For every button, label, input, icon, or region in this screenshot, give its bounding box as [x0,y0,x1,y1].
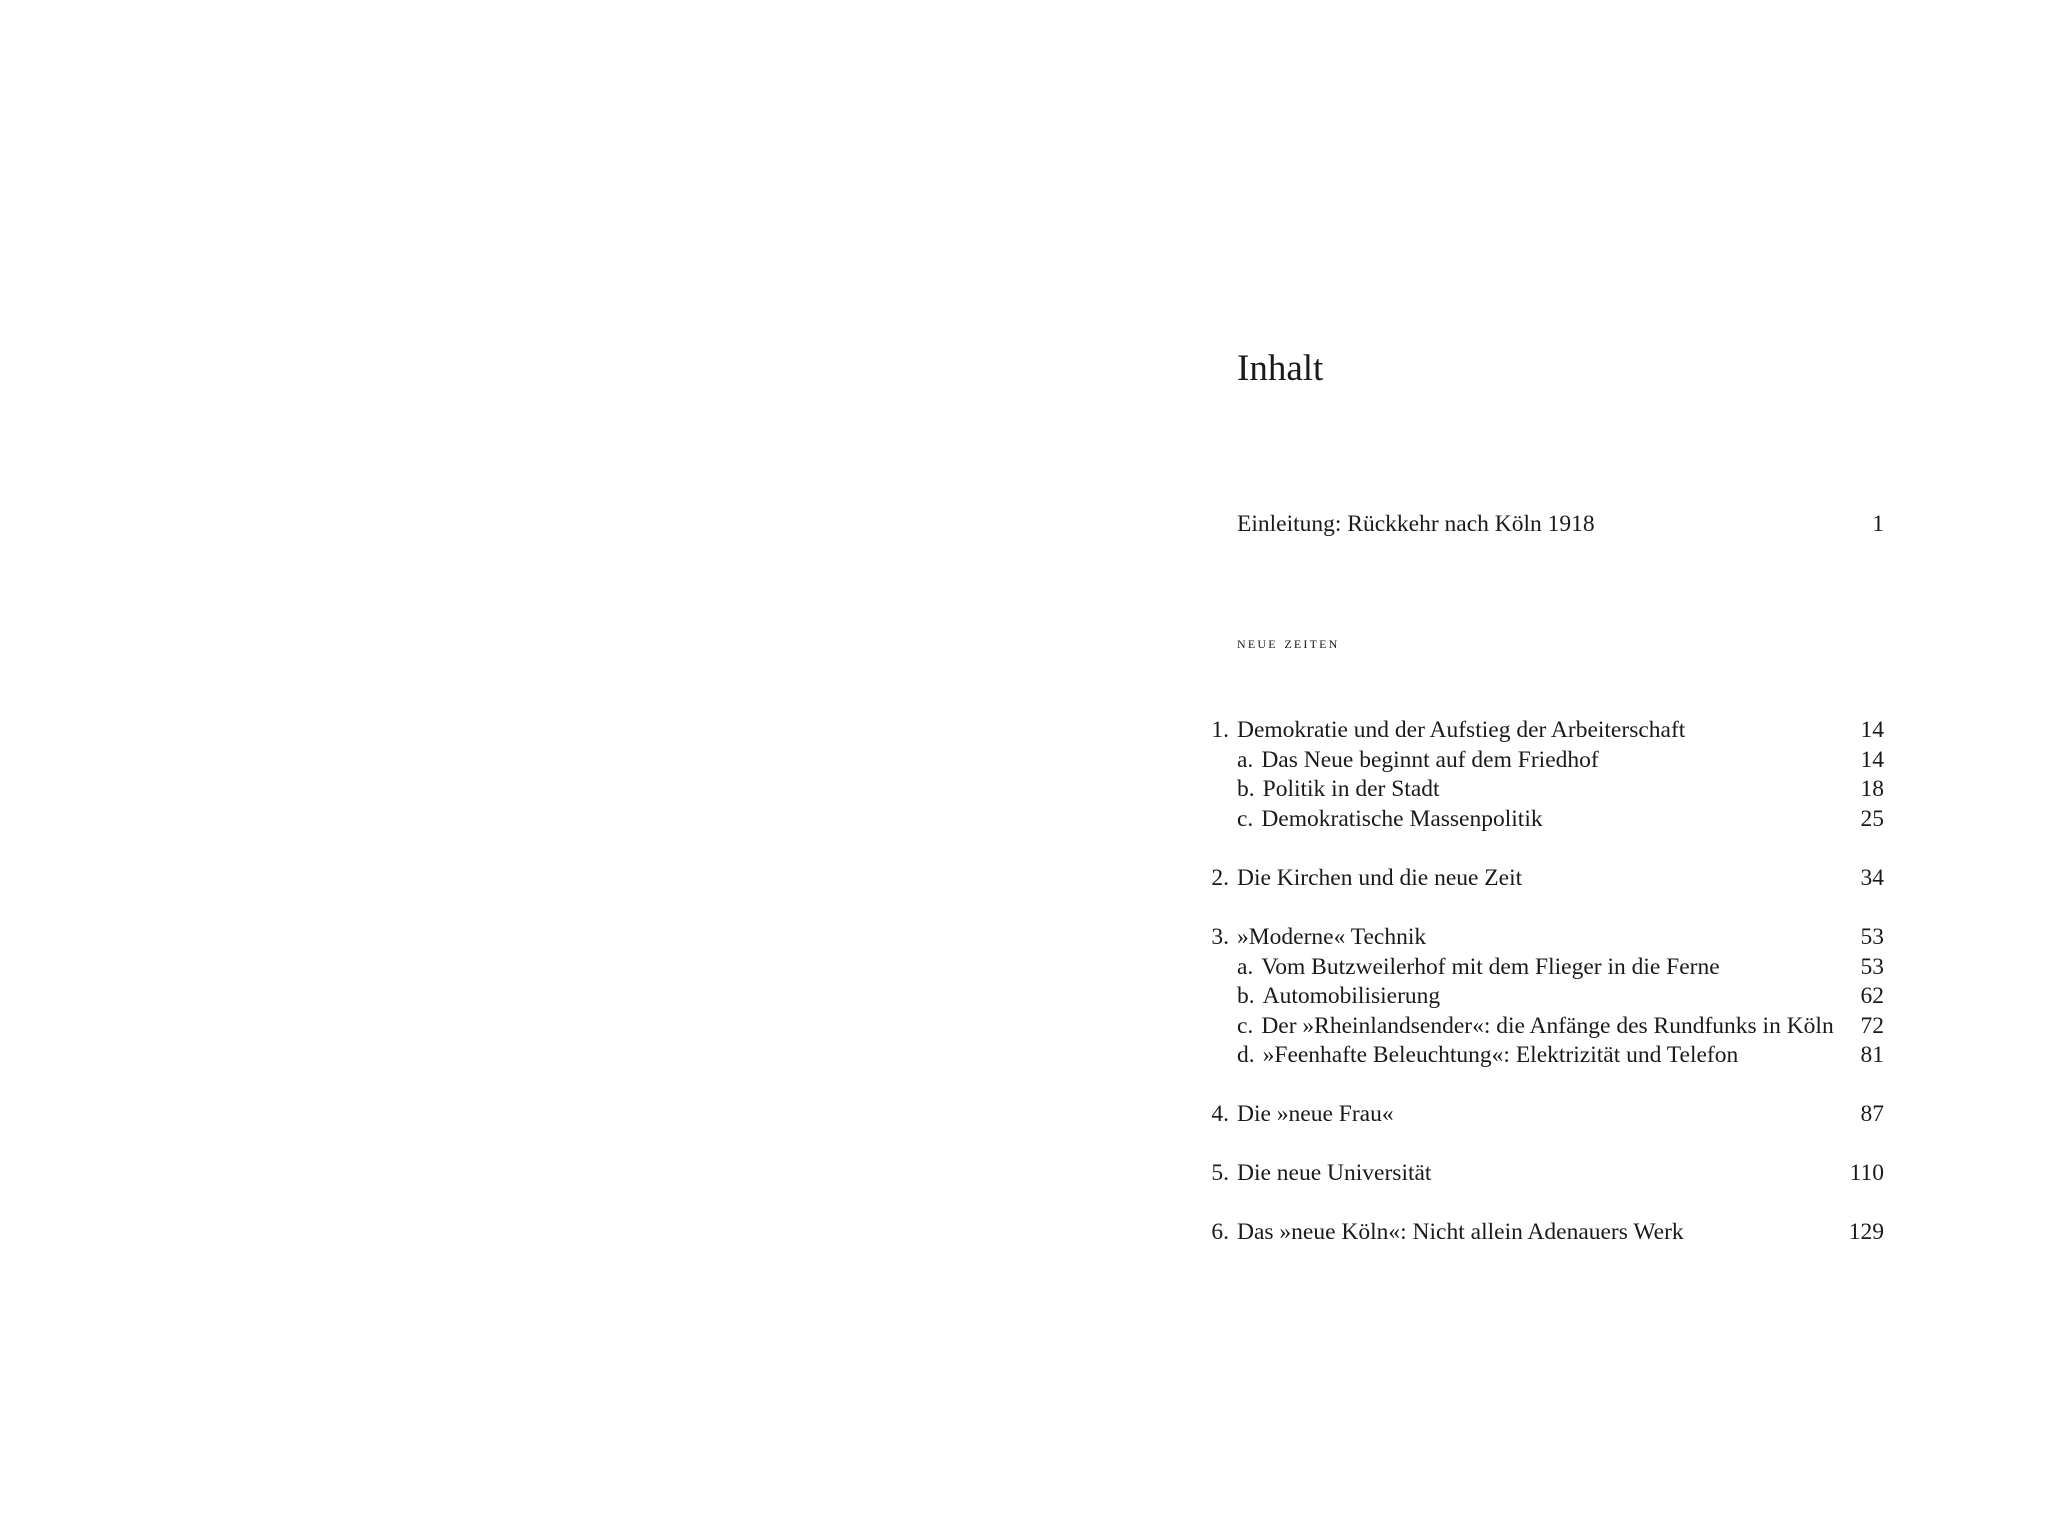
toc-page-number: 87 [1860,1101,1884,1127]
page-title: Inhalt [1237,348,1324,389]
toc-subentry-3d[interactable] [1237,1040,1884,1070]
subentry-title: Vom Butzweilerhof mit dem Flieger in die Ferne [1261,954,1720,980]
toc-chapter-2[interactable] [1211,863,1884,893]
toc-chapter-1[interactable] [1211,715,1884,745]
toc-subentry-1a[interactable] [1237,745,1884,775]
chapter-title: Demokratie und der Aufstieg der Arbeiterschaft [1237,717,1686,743]
toc-chapter-3[interactable] [1211,922,1884,952]
toc-page-number: 53 [1860,924,1884,950]
chapter-number: 6. [1211,1219,1229,1245]
toc-chapter-4[interactable] [1211,1099,1884,1129]
toc-page-number: 110 [1849,1160,1884,1186]
toc-page-number: 62 [1860,983,1884,1009]
chapter-title: Die neue Universität [1237,1160,1432,1186]
subentry-letter: c. [1237,806,1254,832]
toc-chapter-5[interactable] [1211,1158,1884,1188]
chapter-number: 4. [1211,1101,1229,1127]
toc-entry-intro[interactable] [1237,509,1884,539]
toc-subentry-1c[interactable] [1237,804,1884,834]
toc-subentry-3a[interactable] [1237,952,1884,982]
subentry-letter: b. [1237,983,1255,1009]
chapter-number: 3. [1211,924,1229,950]
toc-page-number: 81 [1860,1042,1884,1068]
subentry-letter: c. [1237,1013,1254,1039]
toc-subentry-3b[interactable] [1237,981,1884,1011]
chapter-title: Die »neue Frau« [1237,1101,1394,1127]
subentry-title: Das Neue beginnt auf dem Friedhof [1261,747,1599,773]
chapter-title: »Moderne« Technik [1237,924,1427,950]
toc-page-number: 14 [1860,747,1884,773]
toc-page-number: 14 [1860,717,1884,743]
chapter-title: Das »neue Köln«: Nicht allein Adenauers Werk [1237,1219,1684,1245]
chapter-number: 1. [1211,717,1229,743]
toc-page-number: 1 [1872,511,1884,537]
toc-page-number: 72 [1860,1013,1884,1039]
subentry-title: Der »Rheinlandsender«: die Anfänge des Rundfunks in Köln [1261,1013,1834,1039]
chapter-number: 2. [1211,865,1229,891]
section-heading: neue zeiten [1237,632,1340,652]
subentry-letter: d. [1237,1042,1255,1068]
subentry-title: Demokratische Massenpolitik [1261,806,1543,832]
toc-entry-label: Einleitung: Rückkehr nach Köln 1918 [1237,511,1595,537]
toc-page-number: 18 [1860,776,1884,802]
toc-page-number: 53 [1860,954,1884,980]
subentry-letter: a. [1237,954,1254,980]
toc-subentry-1b[interactable] [1237,774,1884,804]
toc-page-number: 129 [1848,1219,1884,1245]
toc-subentry-3c[interactable] [1237,1011,1884,1041]
toc-page-number: 25 [1860,806,1884,832]
toc-chapter-6[interactable] [1211,1217,1884,1247]
chapter-number: 5. [1211,1160,1229,1186]
toc-page-number: 34 [1860,865,1884,891]
chapter-title: Die Kirchen und die neue Zeit [1237,865,1523,891]
subentry-title: Politik in der Stadt [1262,776,1440,802]
subentry-letter: b. [1237,776,1255,802]
subentry-letter: a. [1237,747,1254,773]
subentry-title: Automobilisierung [1262,983,1441,1009]
subentry-title: »Feenhafte Beleuchtung«: Elektrizität und Telefon [1262,1042,1739,1068]
